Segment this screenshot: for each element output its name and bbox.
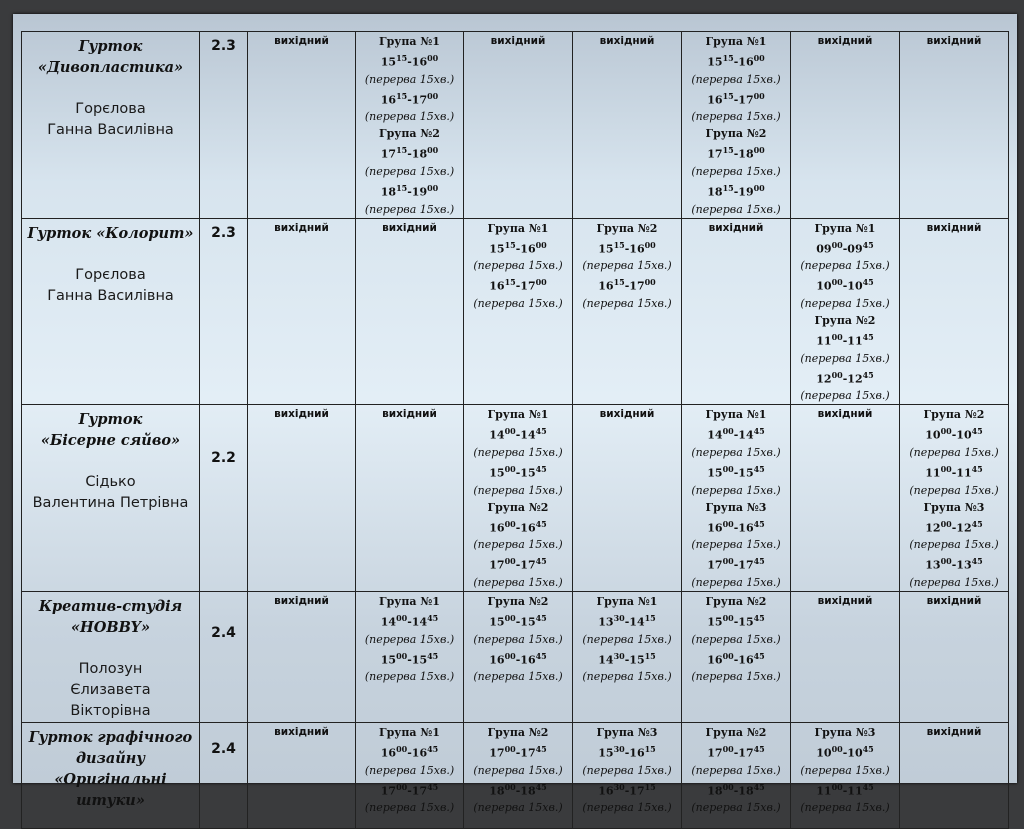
time-range: $15^{15}-16^{00}$	[489, 239, 547, 256]
break-note: (перерва 15хв.)	[582, 763, 672, 777]
day-cell	[356, 405, 464, 592]
break-note: (перерва 15хв.)	[473, 445, 563, 459]
break-note: (перерва 15хв.)	[800, 259, 890, 273]
break-note: (перерва 15хв.)	[800, 351, 890, 365]
leader-name	[22, 265, 199, 307]
time-range: $15^{00}-15^{45}$	[707, 612, 765, 629]
break-note: (перерва 15хв.)	[800, 801, 890, 815]
session-list	[573, 219, 681, 312]
break-note: (перерва 15хв.)	[691, 538, 781, 552]
time-range: $13^{30}-14^{15}$	[598, 612, 656, 629]
room-cell: 2.2	[200, 405, 248, 592]
group-label: Група №1	[705, 408, 767, 422]
group-label: Група №1	[487, 408, 549, 422]
leader-line: Полозун	[78, 660, 143, 677]
break-note: (перерва 15хв.)	[473, 538, 563, 552]
schedule-sheet	[13, 14, 1017, 815]
schedule-body	[22, 32, 1009, 829]
leader-line: Горєлова	[75, 266, 146, 283]
schedule-row	[22, 32, 1009, 219]
time-range: $15^{15}-16^{00}$	[598, 239, 656, 256]
day-cell	[682, 218, 791, 405]
time-range: $12^{00}-12^{45}$	[816, 369, 874, 386]
day-off-label: вихідний	[817, 594, 873, 607]
break-note: (перерва 15хв.)	[691, 110, 781, 124]
leader-line: Ганна Василівна	[47, 287, 174, 304]
leader-line: Горєлова	[75, 101, 146, 117]
break-note: (перерва 15хв.)	[473, 670, 563, 684]
break-note: (перерва 15хв.)	[909, 483, 999, 497]
break-note: (перерва 15хв.)	[691, 164, 781, 178]
break-note: (перерва 15хв.)	[364, 670, 455, 684]
circle-name: Гурток	[78, 411, 143, 429]
day-off-label: вихідний	[599, 35, 655, 47]
circle-name: «Оригінальні	[54, 770, 167, 788]
group-label: Група №1	[379, 35, 440, 48]
day-cell	[248, 591, 356, 722]
break-note: (перерва 15хв.)	[582, 296, 672, 310]
time-range: $16^{00}-16^{45}$	[489, 518, 547, 535]
break-note: (перерва 15хв.)	[364, 110, 455, 124]
day-cell	[464, 591, 573, 722]
circle-name: «HOBBY»	[70, 618, 151, 636]
day-off-label: вихідний	[274, 725, 329, 738]
time-range: $18^{15}-19^{00}$	[707, 182, 765, 199]
time-range: $16^{15}-17^{00}$	[489, 277, 547, 293]
day-off-label: вихідний	[599, 408, 655, 421]
group-label: Група №2	[379, 127, 440, 141]
day-cell	[464, 722, 573, 828]
break-note: (перерва 15хв.)	[473, 575, 563, 589]
time-range: $17^{15}-18^{00}$	[380, 145, 439, 161]
room-cell: 2.3	[200, 32, 248, 219]
time-range: $18^{00}-18^{45}$	[707, 781, 765, 798]
session-list	[682, 405, 790, 591]
group-label: Група №2	[705, 127, 767, 141]
circle-name: Креатив-студія	[38, 597, 183, 615]
day-cell	[900, 405, 1009, 592]
day-off-label: вихідний	[274, 221, 329, 234]
break-note: (перерва 15хв.)	[473, 259, 563, 273]
time-range: $16^{00}-16^{45}$	[707, 518, 765, 535]
break-note: (перерва 15хв.)	[691, 72, 781, 86]
break-note: (перерва 15хв.)	[800, 763, 890, 777]
group-label: Група №2	[596, 221, 658, 235]
group-label: Група №1	[814, 221, 876, 235]
time-range: $16^{00}-16^{45}$	[489, 650, 547, 667]
leader-line: Сідько	[85, 474, 136, 491]
session-list	[464, 405, 572, 591]
group-label: Група №2	[705, 594, 767, 608]
day-cell	[682, 405, 791, 592]
schedule-row	[22, 591, 1009, 722]
day-cell	[682, 591, 791, 722]
session-list	[682, 723, 790, 816]
leader-name	[22, 659, 199, 722]
group-label: Група №2	[923, 408, 985, 422]
time-range: $16^{00}-16^{45}$	[707, 650, 765, 667]
day-cell	[791, 405, 900, 592]
group-label: Група №2	[705, 725, 767, 739]
break-note: (перерва 15хв.)	[691, 763, 781, 777]
group-label: Група №2	[487, 500, 549, 514]
group-label: Група №1	[596, 594, 658, 608]
group-label: Група №3	[705, 500, 767, 514]
break-note: (перерва 15хв.)	[473, 483, 563, 497]
day-cell	[682, 32, 791, 219]
group-label: Група №1	[487, 221, 549, 235]
time-range: $17^{00}-17^{45}$	[489, 743, 547, 760]
time-range: $11^{00}-11^{45}$	[816, 781, 874, 798]
group-label: Група №3	[596, 725, 658, 739]
circle-cell	[22, 405, 200, 592]
day-off-label: вихідний	[274, 35, 329, 47]
day-cell	[464, 32, 573, 219]
time-range: $16^{30}-17^{15}$	[598, 781, 656, 798]
break-note: (перерва 15хв.)	[364, 632, 455, 646]
leader-line: Єлизавета	[70, 681, 151, 698]
day-off-label: вихідний	[382, 221, 437, 234]
day-cell	[900, 591, 1009, 722]
time-range: $16^{15}-17^{00}$	[707, 90, 765, 107]
break-note: (перерва 15хв.)	[800, 296, 890, 310]
session-list	[573, 723, 681, 816]
break-note: (перерва 15хв.)	[473, 763, 563, 777]
day-cell	[573, 722, 682, 828]
day-off-label: вихідний	[817, 35, 873, 47]
day-off-label: вихідний	[490, 35, 546, 47]
day-cell	[356, 722, 464, 828]
break-note: (перерва 15хв.)	[473, 632, 563, 646]
room-cell: 2.3	[200, 218, 248, 405]
time-range: $14^{00}-14^{45}$	[489, 426, 547, 442]
day-off-label: вихідний	[926, 221, 982, 234]
group-label: Група №1	[379, 594, 440, 608]
day-cell	[464, 405, 573, 592]
time-range: $13^{00}-13^{45}$	[925, 556, 983, 572]
group-label: Група №1	[379, 725, 440, 739]
session-list	[464, 592, 572, 685]
group-label: Група №1	[705, 35, 767, 48]
room-cell: 2.4	[200, 591, 248, 722]
break-note: (перерва 15хв.)	[582, 259, 672, 273]
day-cell	[900, 722, 1009, 828]
time-range: $17^{00}-17^{45}$	[707, 556, 765, 572]
time-range: $09^{00}-09^{45}$	[816, 239, 874, 256]
time-range: $16^{00}-16^{45}$	[380, 743, 439, 760]
session-list	[900, 405, 1008, 591]
day-off-label: вихідний	[926, 35, 982, 47]
break-note: (перерва 15хв.)	[800, 389, 890, 403]
day-cell	[900, 32, 1009, 219]
schedule-row	[22, 405, 1009, 592]
circle-cell	[22, 218, 200, 405]
break-note: (перерва 15хв.)	[691, 801, 781, 815]
day-cell	[248, 722, 356, 828]
time-range: $16^{15}-17^{00}$	[380, 90, 439, 107]
break-note: (перерва 15хв.)	[364, 164, 455, 178]
session-list	[682, 592, 790, 685]
time-range: $15^{15}-16^{00}$	[380, 53, 439, 69]
time-range: $14^{00}-14^{45}$	[707, 426, 765, 442]
group-label: Група №2	[487, 594, 549, 608]
day-off-label: вихідний	[274, 408, 329, 421]
leader-line: Вікторівна	[70, 702, 151, 719]
session-list	[682, 32, 790, 218]
session-list	[356, 723, 463, 816]
session-list	[464, 723, 572, 816]
day-off-label: вихідний	[274, 594, 329, 607]
time-range: $14^{30}-15^{15}$	[598, 650, 656, 667]
break-note: (перерва 15хв.)	[582, 632, 672, 646]
break-note: (перерва 15хв.)	[364, 202, 455, 216]
break-note: (перерва 15хв.)	[364, 801, 455, 815]
group-label: Група №2	[814, 313, 876, 327]
break-note: (перерва 15хв.)	[691, 632, 781, 646]
day-cell	[791, 32, 900, 219]
break-note: (перерва 15хв.)	[364, 763, 455, 777]
circle-name: Гурток	[78, 38, 143, 55]
schedule-row	[22, 722, 1009, 828]
day-cell	[791, 218, 900, 405]
time-range: $15^{00}-15^{45}$	[489, 463, 547, 480]
day-off-label: вихідний	[817, 408, 873, 421]
session-list	[791, 723, 899, 816]
time-range: $17^{15}-18^{00}$	[707, 145, 765, 161]
day-cell	[356, 32, 464, 219]
schedule-table	[21, 31, 1009, 829]
day-cell	[573, 591, 682, 722]
break-note: (перерва 15хв.)	[909, 445, 999, 459]
day-cell	[573, 218, 682, 405]
break-note: (перерва 15хв.)	[691, 483, 781, 497]
break-note: (перерва 15хв.)	[582, 801, 672, 815]
break-note: (перерва 15хв.)	[582, 670, 672, 684]
circle-cell	[22, 32, 200, 219]
time-range: $10^{00}-10^{45}$	[816, 277, 874, 293]
day-cell	[791, 591, 900, 722]
circle-cell	[22, 591, 200, 722]
schedule-row	[22, 218, 1009, 405]
time-range: $18^{00}-18^{45}$	[489, 781, 547, 798]
circle-name: «Бісерне сяйво»	[40, 432, 181, 450]
day-off-label: вихідний	[382, 408, 437, 421]
time-range: $17^{00}-17^{45}$	[380, 781, 439, 798]
day-cell	[573, 405, 682, 592]
break-note: (перерва 15хв.)	[473, 801, 563, 815]
time-range: $15^{00}-15^{45}$	[380, 650, 439, 667]
break-note: (перерва 15хв.)	[691, 202, 781, 216]
day-cell	[356, 591, 464, 722]
group-label: Група №2	[487, 725, 549, 739]
leader-line: Валентина Петрівна	[32, 495, 189, 512]
time-range: $15^{00}-15^{45}$	[489, 612, 547, 629]
day-cell	[248, 32, 356, 219]
group-label: Група №3	[814, 725, 876, 739]
room-cell: 2.4	[200, 722, 248, 828]
time-range: $15^{00}-15^{45}$	[707, 463, 765, 480]
session-list	[356, 32, 463, 218]
day-cell	[248, 218, 356, 405]
time-range: $11^{00}-11^{45}$	[925, 463, 983, 480]
time-range: $11^{00}-11^{45}$	[816, 331, 874, 348]
circle-cell	[22, 722, 200, 828]
circle-name: Гурток графічного	[28, 728, 193, 746]
day-cell	[356, 218, 464, 405]
time-range: $17^{00}-17^{45}$	[707, 743, 765, 760]
break-note: (перерва 15хв.)	[364, 72, 455, 86]
session-list	[356, 592, 463, 685]
break-note: (перерва 15хв.)	[691, 445, 781, 459]
time-range: $10^{00}-10^{45}$	[925, 426, 983, 442]
circle-name: штуки»	[76, 791, 145, 809]
time-range: $16^{15}-17^{00}$	[598, 277, 656, 293]
break-note: (перерва 15хв.)	[909, 575, 999, 589]
time-range: $12^{00}-12^{45}$	[925, 518, 983, 535]
leader-name	[22, 99, 199, 141]
leader-name	[22, 472, 199, 514]
time-range: $15^{15}-16^{00}$	[707, 53, 765, 69]
day-off-label: вихідний	[708, 221, 764, 234]
day-cell	[682, 722, 791, 828]
day-cell	[248, 405, 356, 592]
leader-line: Ганна Василівна	[47, 122, 174, 138]
time-range: $14^{00}-14^{45}$	[380, 612, 439, 629]
day-cell	[573, 32, 682, 219]
time-range: $18^{15}-19^{00}$	[380, 182, 439, 199]
circle-name: дизайну	[75, 749, 146, 767]
circle-name: «Дивопластика»	[37, 59, 184, 76]
session-list	[791, 219, 899, 405]
time-range: $15^{30}-16^{15}$	[598, 743, 656, 760]
time-range: $17^{00}-17^{45}$	[489, 556, 547, 572]
group-label: Група №3	[923, 500, 985, 514]
day-off-label: вихідний	[926, 594, 982, 607]
session-list	[464, 219, 572, 312]
day-cell	[900, 218, 1009, 405]
circle-name: Гурток «Колорит»	[27, 224, 194, 242]
break-note: (перерва 15хв.)	[909, 538, 999, 552]
break-note: (перерва 15хв.)	[691, 575, 781, 589]
break-note: (перерва 15хв.)	[691, 670, 781, 684]
time-range: $10^{00}-10^{45}$	[816, 743, 874, 760]
day-cell	[464, 218, 573, 405]
day-cell	[791, 722, 900, 828]
day-off-label: вихідний	[926, 725, 982, 738]
break-note: (перерва 15хв.)	[473, 296, 563, 310]
session-list	[573, 592, 681, 685]
